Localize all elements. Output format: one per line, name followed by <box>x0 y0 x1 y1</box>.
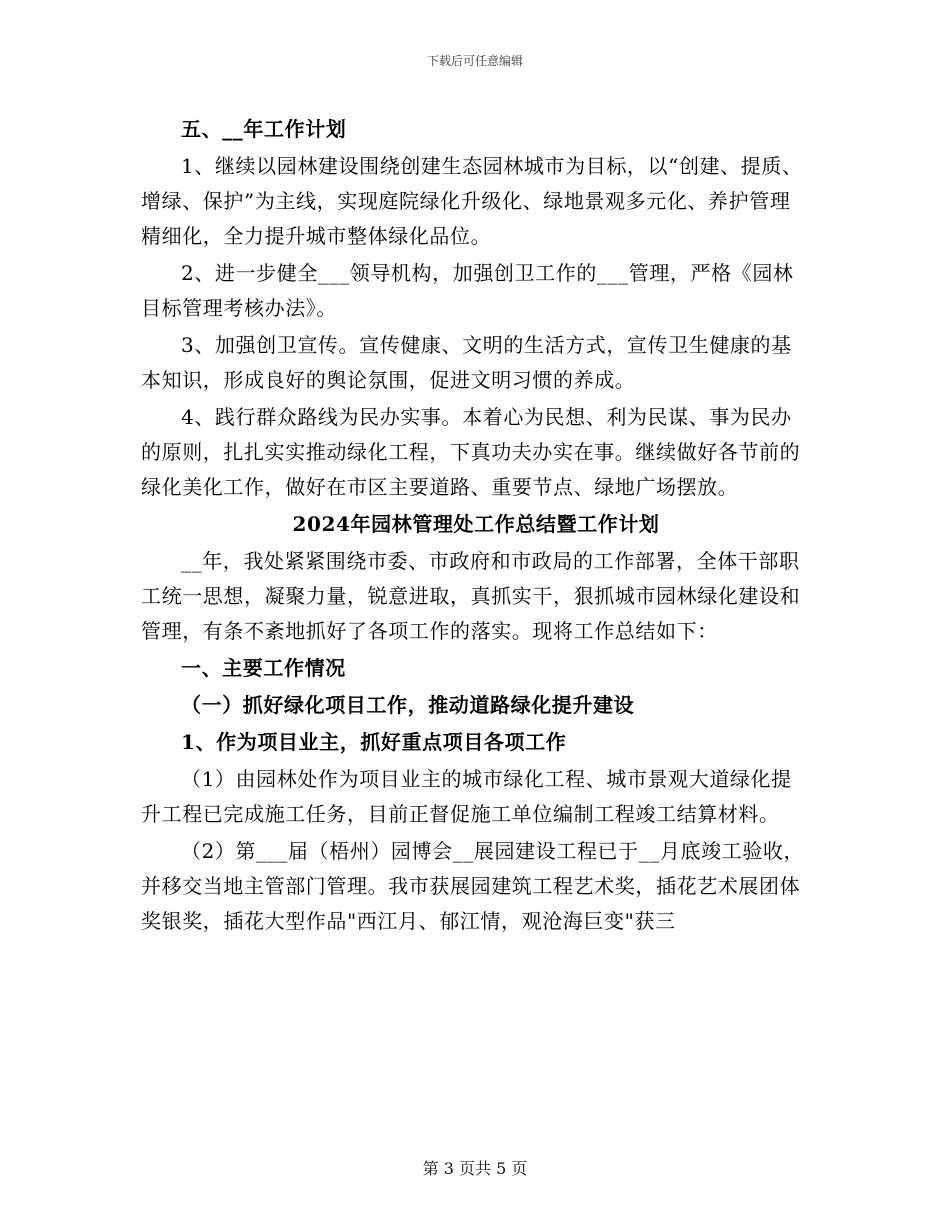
paragraph: 4、践行群众路线为民办实事。本着心为民想、利为民谋、事为民办的原则，扎扎实实推动绿化工程，下真功夫办实在事。继续做好各节前的绿化美化工作，做好在市区主要道路、重要节点、绿地广场摆放。 <box>141 405 801 499</box>
paragraph: （2）第___届（梧州）园博会__展园建设工程已于__月底竣工验收，并移交当地主管部门管理。我市获展园建筑工程艺术奖，插花艺术展团体奖银奖，插花大型作品"西江月、郁江情，观沧海巨变"获三 <box>141 839 805 933</box>
document-body <box>141 112 811 941</box>
paragraph: 2、进一步健全___领导机构，加强创卫工作的___管理，严格《园林目标管理考核办法》。 <box>141 261 794 320</box>
section-heading: 五、__年工作计划 <box>181 117 347 141</box>
document-title: 2024年园林管理处工作总结暨工作计划 <box>292 512 660 536</box>
section-heading: 一、主要工作情况 <box>181 656 346 680</box>
paragraph: __年，我处紧紧围绕市委、市政府和市政局的工作部署，全体干部职工统一思想，凝聚力量，锐意进取，真抓实干，狠抓城市园林绿化建设和管理，有条不紊地抓好了各项工作的落实。现将工作总结如下： <box>141 549 801 643</box>
subsection-heading: 1、作为项目业主，抓好重点项目各项工作 <box>181 730 567 754</box>
page-header-note: 下载后可任意编辑 <box>426 54 523 68</box>
page-number: 第 3 页共 5 页 <box>422 1159 528 1178</box>
subsection-heading: （一）抓好绿化项目工作，推动道路绿化提升建设 <box>181 693 635 717</box>
paragraph: 3、加强创卫宣传。宣传健康、文明的生活方式，宣传卫生健康的基本知识，形成良好的舆论氛围，促进文明习惯的养成。 <box>141 333 792 392</box>
paragraph: 1、继续以园林建设围绕创建生态园林城市为目标，以“创建、提质、增绿、保护”为主线，实现庭院绿化升级化、绿地景观多元化、养护管理精细化，全力提升城市整体绿化品位。 <box>141 154 803 248</box>
paragraph: （1）由园林处作为项目业主的城市绿化工程、城市景观大道绿化提升工程已完成施工任务，目前正督促施工单位编制工程竣工结算材料。 <box>141 767 792 826</box>
